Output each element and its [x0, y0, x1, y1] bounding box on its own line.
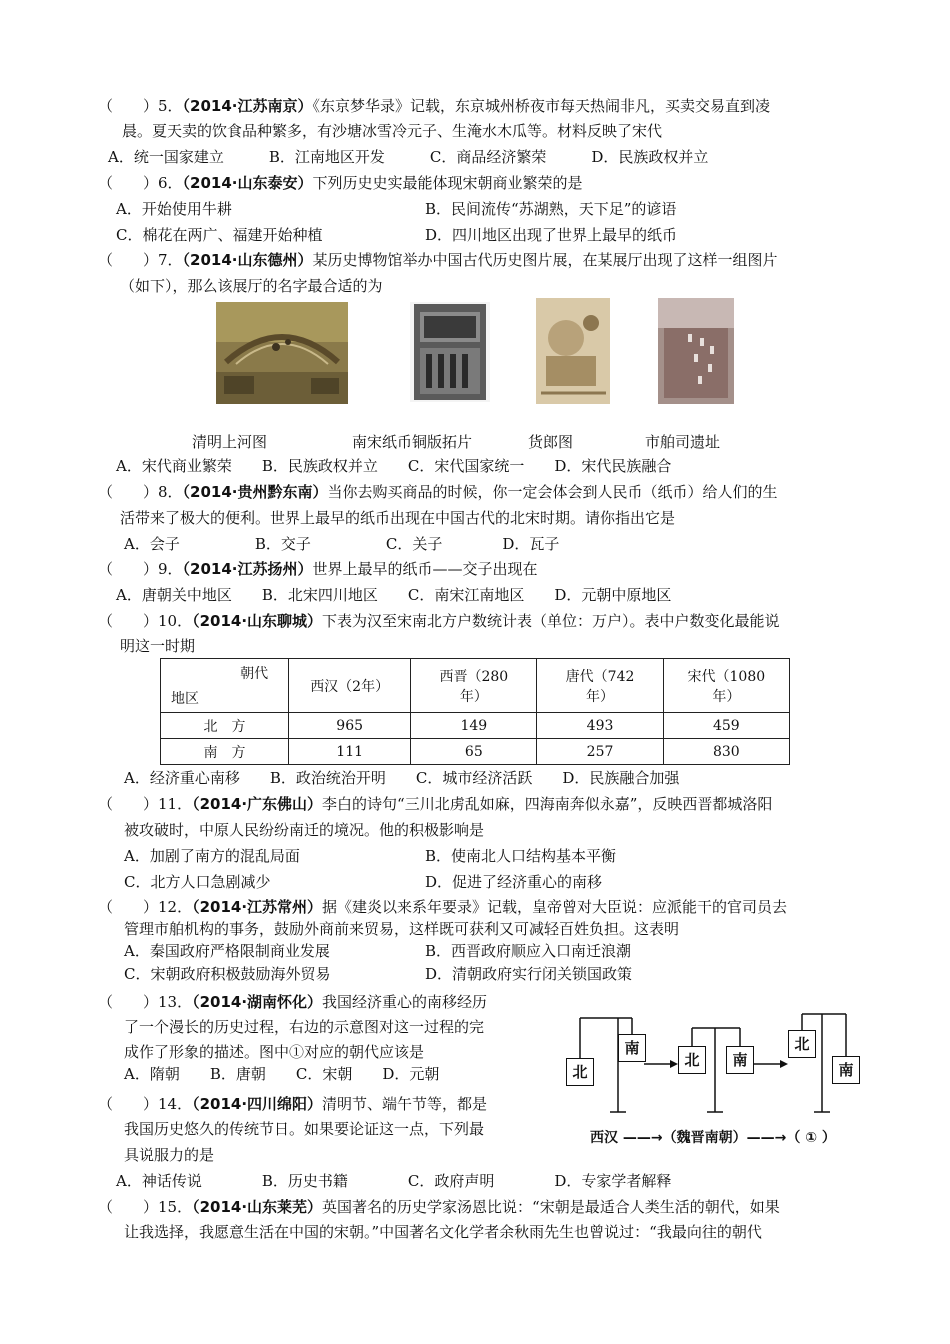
peddler-painting-image — [536, 298, 610, 404]
q9-number: （ ）9． — [98, 560, 183, 578]
diagram-south-box: 南 — [726, 1046, 754, 1074]
caption-qingming: 清明上河图 — [192, 433, 268, 451]
q13-text-cont: 了一个漫长的历史过程，右边的示意图对这一过程的完 — [124, 1018, 485, 1036]
q6-option-d: D．四川地区出现了世界上最早的纸币 — [425, 226, 678, 244]
qingming-painting-image — [216, 302, 348, 404]
q10-text: 下表为汉至宋南北方户数统计表（单位：万户）。表中户数变化最能说 — [322, 612, 780, 630]
header-text: 年） — [586, 688, 615, 705]
q15-source: （2014·山东莱芜） — [192, 1198, 323, 1216]
q11-line1 — [98, 794, 772, 814]
q6-number: （ ）6． — [98, 174, 183, 192]
q15-text-cont: 让我选择，我愿意生活在中国的宋朝。”中国著名文化学者余秋雨先生也曾说过：“我最向往的朝代 — [124, 1223, 762, 1241]
q11-option-b: B．使南北人口结构基本平衡 — [425, 847, 617, 865]
q14-options: A．神话传说 B．历史书籍 C．政府声明 D．专家学者解释 — [116, 1172, 672, 1190]
table-header-row — [161, 659, 790, 713]
q8-options: A．会子 B．交子 C．关子 D．瓦子 — [124, 535, 560, 553]
q12-option-c: C．宋朝政府积极鼓励海外贸易 — [124, 965, 331, 983]
q6-option-c: C．棉花在两广、福建开始种植 — [116, 226, 323, 244]
q9-text: 世界上最早的纸币——交子出现在 — [312, 560, 538, 578]
table-header-cell — [289, 659, 411, 713]
diagram-north-box: 北 — [678, 1046, 706, 1074]
header-text: 年） — [459, 688, 488, 705]
q11-source: （2014·广东佛山） — [192, 795, 323, 813]
table-row — [161, 713, 790, 739]
q12-source: （2014·江苏常州） — [192, 898, 323, 916]
q11-option-c: C．北方人口急剧减少 — [124, 873, 271, 891]
q7-text-cont: （如下），那么该展厅的名字最合适的为 — [120, 277, 383, 295]
q7-options: A．宋代商业繁荣 B．民族政权并立 C．宋代国家统一 D．宋代民族融合 — [116, 457, 672, 475]
table-cell: 149 — [411, 713, 537, 739]
q7-number: （ ）7． — [98, 251, 183, 269]
q14-source: （2014·四川绵阳） — [192, 1095, 323, 1113]
q14-number: （ ）14． — [98, 1095, 193, 1113]
q8-text-cont: 活带来了极大的便利。世界上最早的纸币出现在中国古代的北宋时期。请你指出它是 — [120, 509, 676, 527]
table-cell: 493 — [537, 713, 663, 739]
q5-text: 《东京梦华录》记载，东京城州桥夜市每天热闹非凡，买卖交易直到凌 — [312, 97, 771, 115]
q12-option-b: B．西晋政府顺应入口南迁浪潮 — [425, 942, 632, 960]
table-corner-cell — [161, 659, 289, 713]
caption-trade-office: 市舶司遗址 — [645, 433, 721, 451]
q11-option-a: A．加剧了南方的混乱局面 — [124, 847, 300, 865]
table-header-cell — [663, 659, 789, 713]
q12-text: 据《建炎以来系年要录》记载，皇帝曾对大臣说：应派能干的官司员去 — [322, 898, 788, 916]
q5-text-cont: 晨。夏天卖的饮食品种繁多，有沙塘冰雪冷元子、生淹水木瓜等。材料反映了宋代 — [122, 122, 663, 140]
q10-text-cont: 明这一时期 — [120, 637, 196, 655]
q15-text: 英国著名的历史学家汤恩比说：“宋朝是最适合人类生活的朝代，如果 — [322, 1198, 780, 1216]
table-cell: 830 — [663, 739, 789, 765]
q8-source: （2014·贵州黔东南） — [182, 483, 328, 501]
diagram-timeline-label: 西汉 ——→（魏晋南朝）——→（ ① ） — [590, 1130, 836, 1146]
q11-text: 李白的诗句“三川北虏乱如麻，四海南奔似永嘉”，反映西晋都城洛阳 — [322, 795, 773, 813]
q11-number: （ ）11． — [98, 795, 193, 813]
q14-text: 清明节、端午节等，都是 — [322, 1095, 488, 1113]
q5-number: （ ）5． — [98, 97, 183, 115]
q12-option-a: A．秦国政府严格限制商业发展 — [124, 942, 330, 960]
header-text: 西汉（2年） — [310, 678, 390, 695]
q6-line1 — [98, 173, 583, 193]
q13-options: A．隋朝 B．唐朝 C．宋朝 D．元朝 — [124, 1065, 440, 1083]
household-table — [160, 658, 790, 765]
q6-text: 下列历史史实最能体现宋朝商业繁荣的是 — [312, 174, 583, 192]
table-row — [161, 739, 790, 765]
row-label: 北 方 — [161, 713, 289, 739]
song-banknote-rubbing-image — [410, 302, 490, 402]
caption-peddler: 货郎图 — [528, 433, 574, 451]
diagram-north-box: 北 — [788, 1030, 816, 1058]
header-text: 唐代（742 — [565, 668, 635, 685]
q10-number: （ ）10． — [98, 612, 193, 630]
q9-line1 — [98, 559, 538, 579]
q6-option-b: B．民间流传“苏湖熟，天下足”的谚语 — [425, 200, 677, 218]
table-cell: 111 — [289, 739, 411, 765]
q7-line1 — [98, 250, 778, 270]
q12-option-d: D．清朝政府实行闭关锁国政策 — [425, 965, 633, 983]
q7-source: （2014·山东德州） — [182, 251, 313, 269]
q10-source: （2014·山东聊城） — [192, 612, 323, 630]
q7-text: 某历史博物馆举办中国古代历史图片展，在某展厅出现了这样一组图片 — [312, 251, 778, 269]
q8-line1 — [98, 482, 778, 502]
q15-line1 — [98, 1197, 780, 1217]
economic-center-shift-diagram — [560, 1000, 880, 1160]
q8-number: （ ）8． — [98, 483, 183, 501]
q12-number: （ ）12． — [98, 898, 193, 916]
q13-number: （ ）13． — [98, 993, 193, 1011]
diagram-north-box: 北 — [566, 1058, 594, 1086]
q5-line1 — [98, 96, 770, 116]
q6-option-a: A．开始使用牛耕 — [116, 200, 232, 218]
table-cell: 257 — [537, 739, 663, 765]
q12-text-cont: 管理市舶机构的事务，鼓励外商前来贸易，这样既可获利又可减轻百姓负担。这表明 — [124, 920, 680, 938]
diagram-south-box: 南 — [832, 1056, 860, 1084]
q14-text-cont2: 具说服力的是 — [124, 1146, 215, 1164]
header-text: 年） — [712, 688, 741, 705]
q9-options: A．唐朝关中地区 B．北宋四川地区 C．南宋江南地区 D．元朝中原地区 — [116, 586, 672, 604]
q14-line1 — [98, 1094, 487, 1114]
q13-text-cont2: 成作了形象的描述。图中①对应的朝代应该是 — [124, 1043, 425, 1061]
header-text: 西晋（280 — [439, 668, 509, 685]
q15-number: （ ）15． — [98, 1198, 193, 1216]
header-text: 宋代（1080 — [687, 668, 766, 685]
table-cell: 965 — [289, 713, 411, 739]
q5-options: A．统一国家建立 B．江南地区开发 C．商品经济繁荣 D．民族政权并立 — [108, 148, 709, 166]
q8-text: 当你去购买商品的时候，你一定会体会到人民币（纸币）给人们的生 — [327, 483, 778, 501]
q11-option-d: D．促进了经济重心的南移 — [425, 873, 603, 891]
row-label: 南 方 — [161, 739, 289, 765]
q12-line1 — [98, 897, 787, 917]
q9-source: （2014·江苏扬州） — [182, 560, 313, 578]
diagram-south-box: 南 — [618, 1034, 646, 1062]
q10-line1 — [98, 611, 780, 631]
table-cell: 65 — [411, 739, 537, 765]
q13-text: 我国经济重心的南移经历 — [322, 993, 488, 1011]
q5-source: （2014·江苏南京） — [182, 97, 313, 115]
corner-dynasty: 朝代 — [240, 666, 269, 682]
q13-line1 — [98, 992, 487, 1012]
table-cell: 459 — [663, 713, 789, 739]
q6-source: （2014·山东泰安） — [182, 174, 313, 192]
corner-region: 地区 — [171, 691, 199, 707]
q11-text-cont: 被攻破时，中原人民纷纷南迁的境况。他的积极影响是 — [124, 821, 485, 839]
q10-options: A．经济重心南移 B．政治统治开明 C．城市经济活跃 D．民族融合加强 — [124, 769, 680, 787]
table-header-cell — [537, 659, 663, 713]
caption-banknote: 南宋纸币铜版拓片 — [352, 433, 473, 451]
table-header-cell — [411, 659, 537, 713]
q14-text-cont: 我国历史悠久的传统节日。如果要论证这一点，下列最 — [124, 1120, 485, 1138]
q13-source: （2014·湖南怀化） — [192, 993, 323, 1011]
trade-office-ruins-image — [658, 298, 734, 404]
